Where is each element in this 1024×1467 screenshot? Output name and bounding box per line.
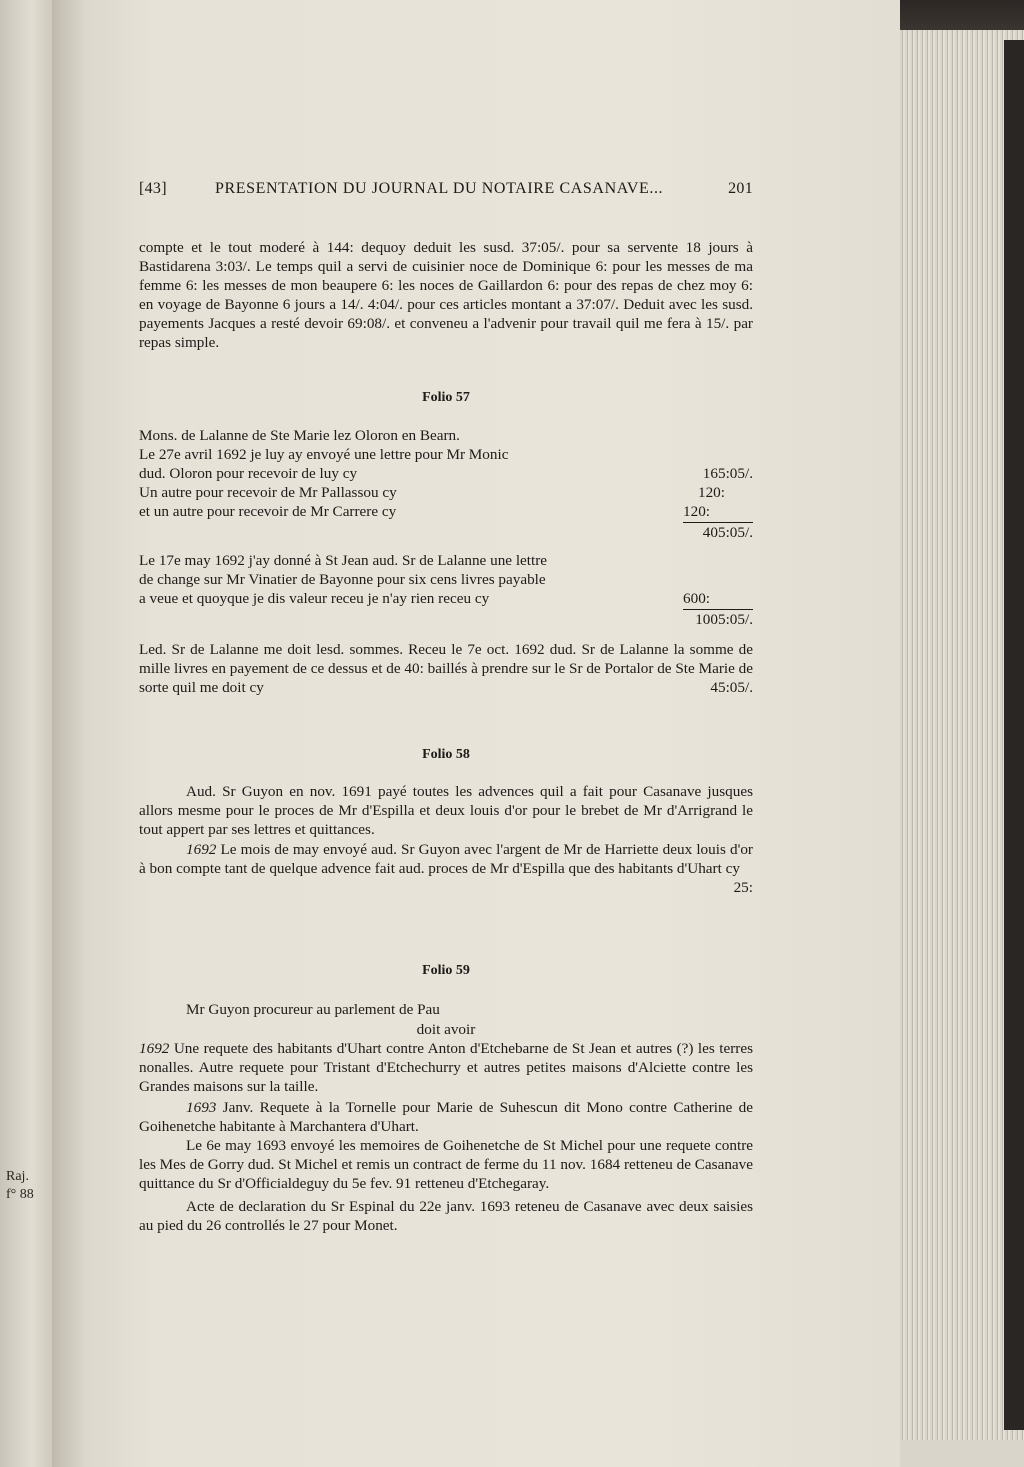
margin-note-line2: f° 88	[6, 1187, 34, 1202]
page-reference: [43]	[139, 180, 167, 197]
paragraph-text: Le mois de may envoyé aud. Sr Guyon avec l'argent de Mr de Harriette deux louis d'or à bon compte tant de quelque advence fait aud. proces de Mr d'Espilla que des habitants d'Uhart cy	[139, 841, 753, 877]
page-stack-dark-edge	[1004, 40, 1024, 1430]
line-amount: 120:	[683, 502, 753, 523]
line-text: de change sur Mr Vinatier de Bayonne pour six cens livres payable	[139, 571, 546, 588]
year-marker: 1693	[186, 1099, 217, 1116]
running-title: PRESENTATION DU JOURNAL DU NOTAIRE CASANAVE...	[215, 180, 664, 197]
line-text: Mr Guyon procureur au parlement de Pau	[186, 1001, 440, 1018]
folio-58-paragraph-1: Aud. Sr Guyon en nov. 1691 payé toutes les advences quil a fait pour Casanave jusques allors mesme pour le proces de Mr d'Espilla et deux louis d'or pour le brebet de Mr d'Arrigrand le tout appert par ses lettres et quittances.	[139, 783, 753, 838]
folio-57-line	[139, 483, 753, 502]
folio-57-total	[139, 610, 753, 629]
margin-note	[6, 1168, 46, 1204]
folio-57-line	[139, 445, 753, 464]
closing-amount: 45:05/.	[710, 679, 753, 696]
folio-59-line-1	[139, 1000, 753, 1019]
line-text: Un autre pour recevoir de Mr Pallassou cy	[139, 484, 397, 501]
folio-57-line	[139, 426, 753, 445]
line-text: Mons. de Lalanne de Ste Marie lez Oloron en Bearn.	[139, 427, 460, 444]
margin-note-line1: Raj.	[6, 1169, 29, 1184]
line-text: doit avoir	[416, 1021, 476, 1038]
line-text: et un autre pour recevoir de Mr Carrere cy	[139, 503, 397, 520]
folio-59-paragraph-2	[139, 1098, 753, 1136]
intro-paragraph: compte et le tout moderé à 144: dequoy deduit les susd. 37:05/. pour sa servente 18 jours à Bastidarena 3:03/. Le temps quil a servi de cuisinier noce de Dominique 6: pour les messes de ma femme 6: les messes de mon beaupere 6: les noces de Gaillardon 6: pour des repas de chez moy 6: en voyage de Bayonne 6 jours a 14/. 4:04/. pour ces articles montant a 37:07/. Deduit avec les susd. payements Jacques a resté devoir 69:08/. et conveneu a l'advenir pour travail quil me fera à 15/. par repas simple.	[139, 239, 753, 351]
folio-57-line	[139, 551, 753, 570]
folio-57-line	[139, 570, 753, 589]
folio-58-amount-line	[139, 878, 753, 897]
subtotal-amount: 405:05/.	[702, 524, 753, 541]
folio-59-heading: Folio 59	[422, 963, 470, 978]
year-marker: 1692	[139, 1040, 170, 1057]
line-text: a veue et quoyque je dis valeur receu je n'ay rien receu cy	[139, 590, 490, 607]
paragraph-text: Janv. Requete à la Tornelle pour Marie de Suhescun dit Mono contre Catherine de Goihenetche habitante à Marchantera d'Uhart.	[139, 1099, 753, 1135]
page-number: 201	[728, 180, 753, 197]
line-text: dud. Oloron pour recevoir de luy cy	[139, 465, 358, 482]
folio-59-paragraph-4: Acte de declaration du Sr Espinal du 22e janv. 1693 reteneu de Casanave avec deux saisies au pied du 26 controllés le 27 pour Monet.	[139, 1198, 753, 1234]
line-amount: 600:	[683, 589, 753, 610]
paragraph-amount: 25:	[733, 879, 753, 896]
right-page	[52, 0, 900, 1467]
left-page-edge	[0, 0, 52, 1467]
folio-57-subtotal	[139, 523, 753, 542]
folio-58-heading: Folio 58	[422, 747, 470, 762]
line-amount: 165:05/.	[702, 465, 753, 482]
folio-57-closing-amount-line	[139, 678, 753, 697]
folio-57-line	[139, 464, 753, 483]
folio-57-line	[139, 502, 753, 521]
paragraph-text: Une requete des habitants d'Uhart contre Anton d'Etchebarne de St Jean et autres (?) les terres nonalles. Autre requete pour Tristant d'Etchechurry et autres petites maisons d'Alciette contre les Grandes maisons sur la taille.	[139, 1040, 753, 1095]
total-amount: 1005:05/.	[695, 611, 753, 628]
year-marker: 1692	[186, 841, 217, 858]
folio-57-line	[139, 589, 753, 608]
line-text: Le 17e may 1692 j'ay donné à St Jean aud. Sr de Lalanne une lettre	[139, 552, 548, 569]
folio-58-paragraph-2	[139, 840, 753, 878]
closing-text: Led. Sr de Lalanne me doit lesd. sommes. Receu le 7e oct. 1692 dud. Sr de Lalanne la somme de mille livres en payement de ce dessus et de 40: baillés à prendre sur le Sr de Portalor de Ste Marie de sorte quil me doit cy	[139, 641, 753, 696]
line-text: Le 27e avril 1692 je luy ay envoyé une lettre pour Mr Monic	[139, 446, 509, 463]
folio-59-paragraph-3: Le 6e may 1693 envoyé les memoires de Goihenetche de St Michel pour une requete contre les Mes de Gorry dud. St Michel et remis un contract de ferme du 11 nov. 1684 retteneu de Casanave quittance du Sr d'Officialdeguy du 5e fev. 91 retteneu d'Etchegaray.	[139, 1137, 753, 1192]
folio-59-paragraph-1	[139, 1039, 753, 1096]
line-amount: 120:	[697, 484, 725, 501]
page-stack-top-shadow	[900, 0, 1024, 30]
folio-57-heading: Folio 57	[422, 390, 470, 405]
folio-59-line-2	[139, 1020, 753, 1039]
